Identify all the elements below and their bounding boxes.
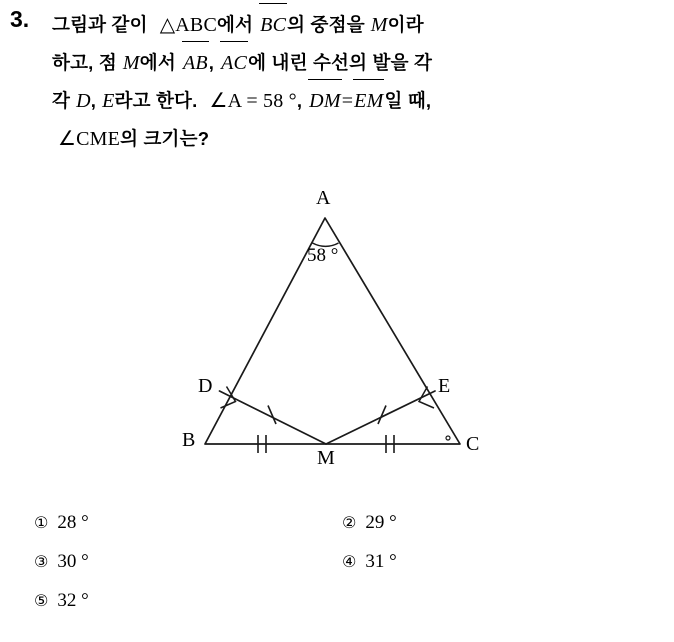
stem-text: 에 내린 수선의 발을 각 xyxy=(248,52,433,73)
stem-text: 의 크기는? xyxy=(120,128,210,149)
stem-text: 라고 한다. xyxy=(114,90,198,111)
stem-text: , xyxy=(296,90,303,111)
choice-2[interactable] xyxy=(342,512,397,534)
stem-line-2 xyxy=(52,44,662,82)
question-number: 3. xyxy=(10,6,30,32)
choice-row-2 xyxy=(30,551,650,590)
stem-text: , xyxy=(208,52,215,73)
stem-text: 의 중점을 xyxy=(287,14,365,35)
segment-ac: AC xyxy=(220,44,248,82)
label-b: B xyxy=(182,429,196,451)
angle-a-condition: ∠A = 58 ° xyxy=(209,90,297,112)
choice-1[interactable] xyxy=(34,512,89,534)
figure-svg xyxy=(140,186,540,486)
choice-3[interactable] xyxy=(34,551,89,573)
question-stem xyxy=(52,6,662,158)
choice-row-1 xyxy=(30,512,650,551)
tick-mark-dm xyxy=(268,406,276,425)
triangle-abc: △ABC xyxy=(159,14,218,36)
label-e: E xyxy=(438,375,451,397)
segment-em: EM xyxy=(353,82,384,120)
choice-5-marker: ⑤ xyxy=(34,591,49,610)
stem-text: 일 때, xyxy=(384,90,432,111)
choice-1-marker: ① xyxy=(34,513,49,532)
label-angle-a: 58 ° xyxy=(307,245,339,266)
choice-5[interactable] xyxy=(34,590,89,612)
label-d: D xyxy=(198,375,213,397)
angle-cme: ∠CME xyxy=(58,128,121,150)
answer-choices xyxy=(30,512,650,629)
stem-text: 에서 xyxy=(139,52,176,73)
label-c: C xyxy=(466,433,480,455)
label-m: M xyxy=(317,447,335,469)
choice-4-marker: ④ xyxy=(342,552,357,571)
equals-sign: = xyxy=(341,90,354,112)
point-m-label: M xyxy=(370,14,388,36)
geometry-figure xyxy=(140,186,540,486)
segment-bc: BC xyxy=(259,6,287,44)
point-d-label: D xyxy=(76,90,91,112)
point-m-label: M xyxy=(122,52,140,74)
segment-dm: DM xyxy=(308,82,342,120)
choice-row-3 xyxy=(30,590,650,629)
choice-3-value: 30 ° xyxy=(57,551,89,572)
stem-line-4 xyxy=(52,120,662,158)
stem-text: 그림과 같이 xyxy=(52,14,148,35)
angle-mark-c xyxy=(446,436,450,440)
choice-4-value: 31 ° xyxy=(365,551,397,572)
stem-line-3 xyxy=(52,82,662,120)
stem-text: 하고, 점 xyxy=(52,52,117,73)
label-a: A xyxy=(316,187,331,209)
segment-ab: AB xyxy=(182,44,209,82)
stem-text: 이라 xyxy=(387,14,424,35)
point-e-label: E xyxy=(102,90,115,112)
choice-3-marker: ③ xyxy=(34,552,49,571)
choice-2-marker: ② xyxy=(342,513,357,532)
stem-text: , xyxy=(90,90,97,111)
stem-line-1 xyxy=(52,6,662,44)
stem-text: 각 xyxy=(52,90,71,111)
choice-2-value: 29 ° xyxy=(365,512,397,533)
choice-5-value: 32 ° xyxy=(57,590,89,611)
choice-4[interactable] xyxy=(342,551,397,573)
stem-text: 에서 xyxy=(217,14,254,35)
choice-1-value: 28 ° xyxy=(57,512,89,533)
